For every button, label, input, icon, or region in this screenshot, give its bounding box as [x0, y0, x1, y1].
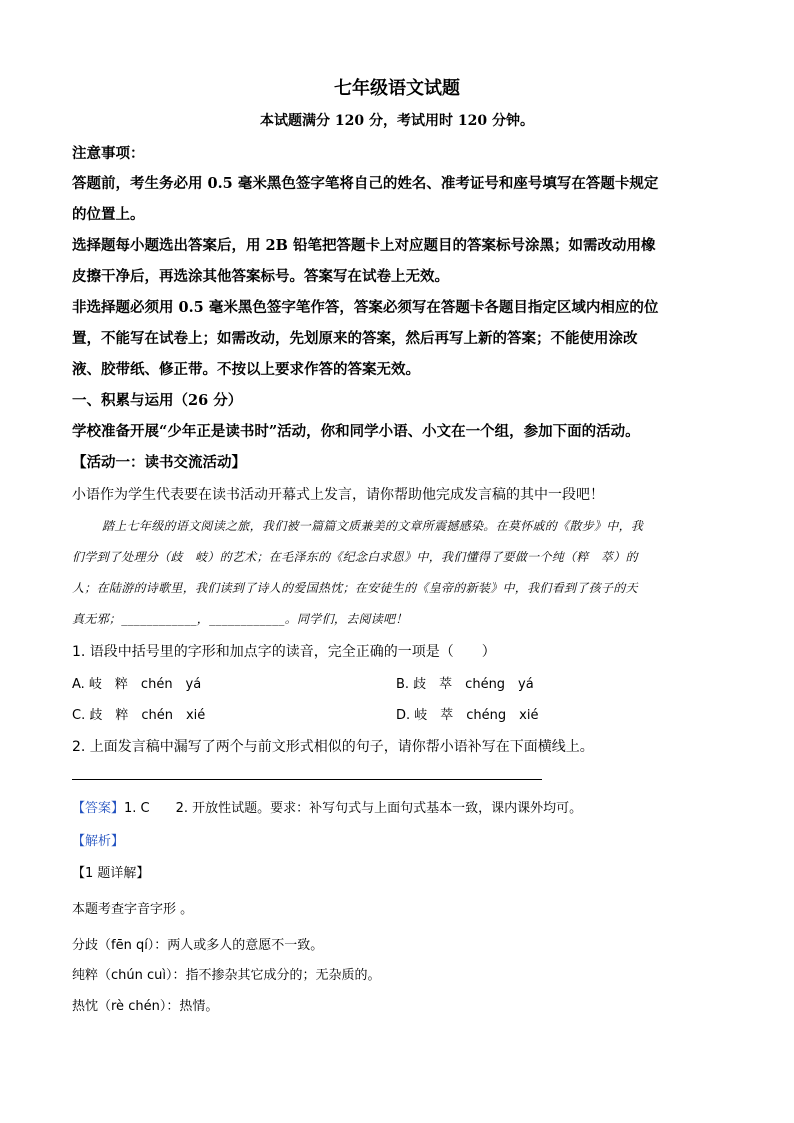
notice-heading: 注意事项：	[72, 145, 145, 162]
section-intro: 学校准备开展“少年正是读书时”活动，你和同学小语、小文在一个组，参加下面的活动。	[72, 423, 640, 440]
passage-line: 人；在陆游的诗歌里，我们读到了诗人的爱国热忱；在安徒生的《皇帝的新装》中，我们看到了孩子的天	[72, 581, 638, 595]
passage-line: 们学到了处理分（歧 岐）的艺术；在毛泽东的《纪念白求恩》中，我们懂得了要做一个纯（粹 萃）的	[72, 550, 638, 564]
explanation-line: 热忱（rè chén）：热情。	[72, 999, 219, 1014]
notice-line: 置，不能写在试卷上；如需改动，先划原来的答案，然后再写上新的答案；不能使用涂改	[72, 330, 638, 347]
answer-label: 【答案】	[72, 801, 125, 816]
notice-line: 的位置上。	[72, 206, 145, 223]
answer-row	[72, 797, 582, 816]
question-2-stem: 2. 上面发言稿中漏写了两个与前文形式相似的句子，请你帮小语补写在下面横线上。	[72, 739, 594, 755]
section-heading: 一、积累与运用（26 分）	[72, 392, 243, 409]
question-1-option-b: B. 歧 萃 chéng yá	[396, 677, 534, 692]
passage-line: 真无邪；____________，____________。同学们，去阅读吧！	[72, 612, 408, 626]
notice-line: 答题前，考生务必用 0.5 毫米黑色签字笔将自己的姓名、准考证号和座号填写在答题卡规定	[72, 175, 659, 192]
explanation-line: 本题考查字音字形 。	[72, 902, 194, 917]
explanation-line: 纯粹（chún cuì）：指不掺杂其它成分的；无杂质的。	[72, 968, 381, 983]
question-1-stem: 1. 语段中括号里的字形和加点字的读音，完全正确的一项是（ ）	[72, 644, 496, 660]
activity-heading: 【活动一：读书交流活动】	[72, 454, 246, 471]
notice-line: 选择题每小题选出答案后，用 2B 铅笔把答题卡上对应题目的答案标号涂黑；如需改动用橡	[72, 237, 656, 254]
analysis-label: 【解析】	[72, 834, 125, 849]
notice-line: 皮擦干净后，再选涂其他答案标号。答案写在试卷上无效。	[72, 268, 449, 285]
activity-prompt: 小语作为学生代表要在读书活动开幕式上发言，请你帮助他完成发言稿的其中一段吧！	[72, 487, 604, 503]
answer-blank-line	[72, 779, 542, 780]
notice-line: 非选择题必须用 0.5 毫米黑色签字笔作答，答案必须写在答题卡各题目指定区域内相应的位	[72, 299, 659, 316]
page-subtitle: 本试题满分 120 分，考试用时 120 分钟。	[260, 113, 534, 129]
passage-line: 踏上七年级的语文阅读之旅，我们被一篇篇文质兼美的文章所震撼感染。在莫怀戚的《散步》中，我	[102, 519, 644, 533]
question-1-option-d: D. 岐 萃 chéng xié	[396, 708, 539, 723]
answer-text: 1. C 2. 开放性试题。要求：补写句式与上面句式基本一致，课内课外均可。	[124, 801, 583, 816]
detail-heading: 【1 题详解】	[72, 866, 150, 881]
question-1-option-c: C. 歧 粹 chén xié	[72, 708, 206, 723]
explanation-line: 分歧（fēn qí）：两人或多人的意愿不一致。	[72, 938, 324, 953]
page-title: 七年级语文试题	[334, 78, 460, 99]
notice-line: 液、胶带纸、修正带。不按以上要求作答的答案无效。	[72, 361, 420, 378]
question-1-option-a: A. 岐 粹 chén yá	[72, 677, 202, 692]
